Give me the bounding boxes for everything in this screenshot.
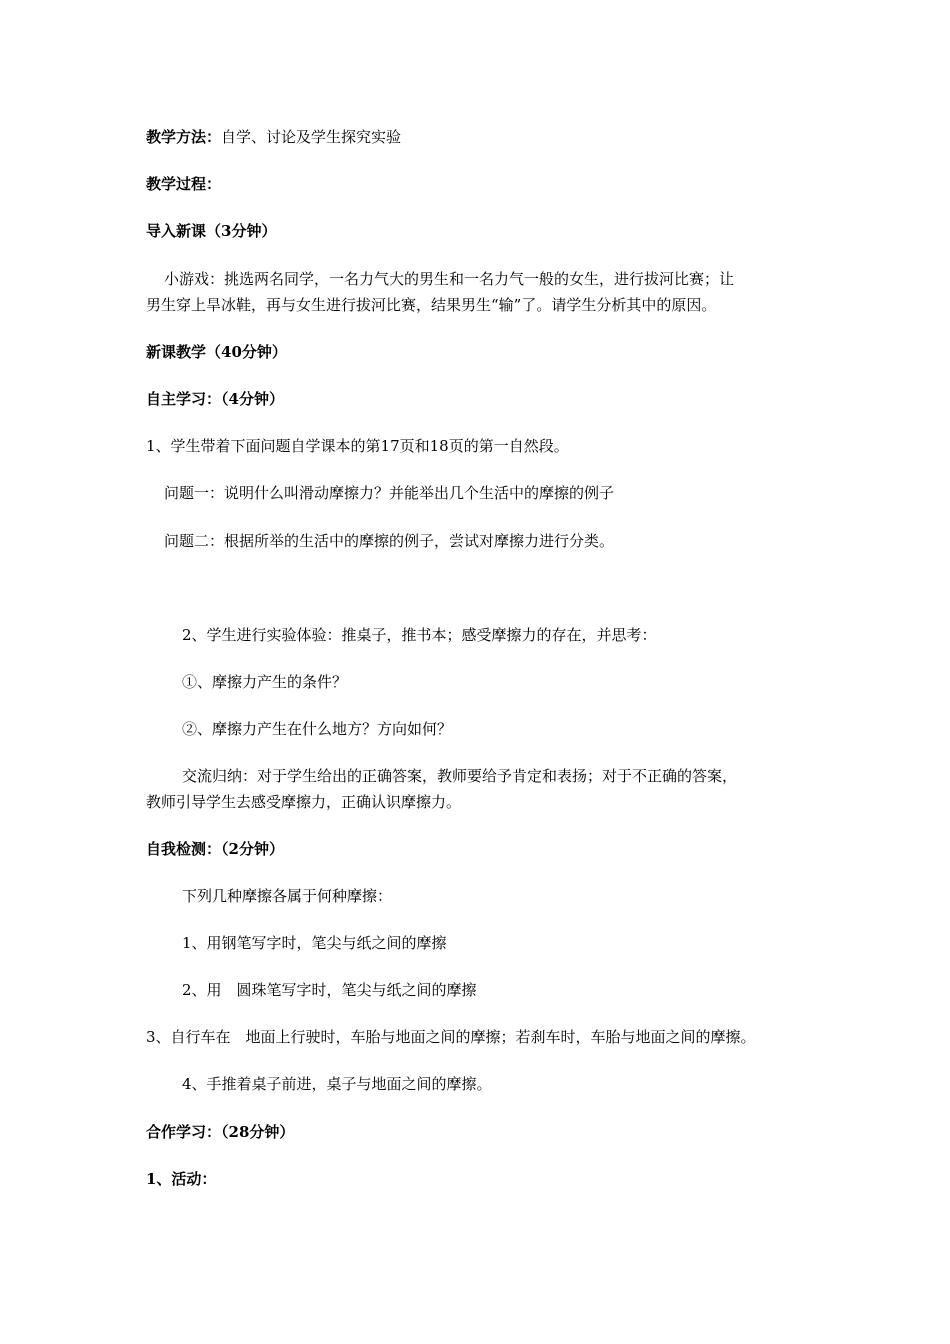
teaching-method-line [146,127,401,147]
teaching-process-heading: 教学过程： [146,175,222,193]
intro-paragraph-line-1: 小游戏：挑选两名同学，一名力气大的男生和一名力气一般的女生，进行拔河比赛；让 [164,270,735,288]
intro-paragraph-line-2: 男生穿上旱冰鞋，再与女生进行拔河比赛，结果男生“输”了。请学生分析其中的原因。 [146,296,717,314]
self-check-item-4: 4、手推着桌子前进，桌子与地面之间的摩擦。 [182,1075,492,1093]
self-check-intro: 下列几种摩擦各属于何种摩擦： [182,887,393,905]
teaching-method-label: 教学方法： [146,128,222,146]
new-lesson-heading: 新课教学（40分钟） [146,343,287,361]
self-check-item-2: 2、用 圆珠笔写字时，笔尖与纸之间的摩擦 [182,981,477,999]
question-one: 问题一：说明什么叫滑动摩擦力？并能举出几个生活中的摩擦的例子 [164,484,615,502]
question-two: 问题二：根据所举的生活中的摩擦的例子，尝试对摩擦力进行分类。 [164,532,615,550]
summary-line-2: 教师引导学生去感受摩擦力，正确认识摩擦力。 [146,793,462,811]
activity-heading: 1、活动： [146,1170,217,1188]
think-item-1: ①、摩擦力产生的条件？ [182,673,348,691]
self-check-item-3: 3、自行车在 地面上行驶时，车胎与地面之间的摩擦；若刹车时，车胎与地面之间的摩擦。 [146,1028,756,1046]
teaching-method-text: 自学、讨论及学生探究实验 [221,128,402,146]
think-item-2: ②、摩擦力产生在什么地方？方向如何？ [182,720,453,738]
self-check-item-1: 1、用钢笔写字时，笔尖与纸之间的摩擦 [182,934,447,952]
cooperative-study-heading: 合作学习：（28分钟） [146,1123,295,1141]
intro-heading: 导入新课（3分钟） [146,222,277,240]
self-study-heading: 自主学习：（4分钟） [146,390,284,408]
self-study-item-2: 2、学生进行实验体验：推桌子，推书本；感受摩擦力的存在，并思考： [182,626,657,644]
summary-line-1: 交流归纳：对于学生给出的正确答案，教师要给予肯定和表扬；对于不正确的答案， [182,767,738,785]
self-check-heading: 自我检测：（2分钟） [146,840,284,858]
self-study-item-1: 1、学生带着下面问题自学课本的第17页和18页的第一自然段。 [146,437,569,455]
